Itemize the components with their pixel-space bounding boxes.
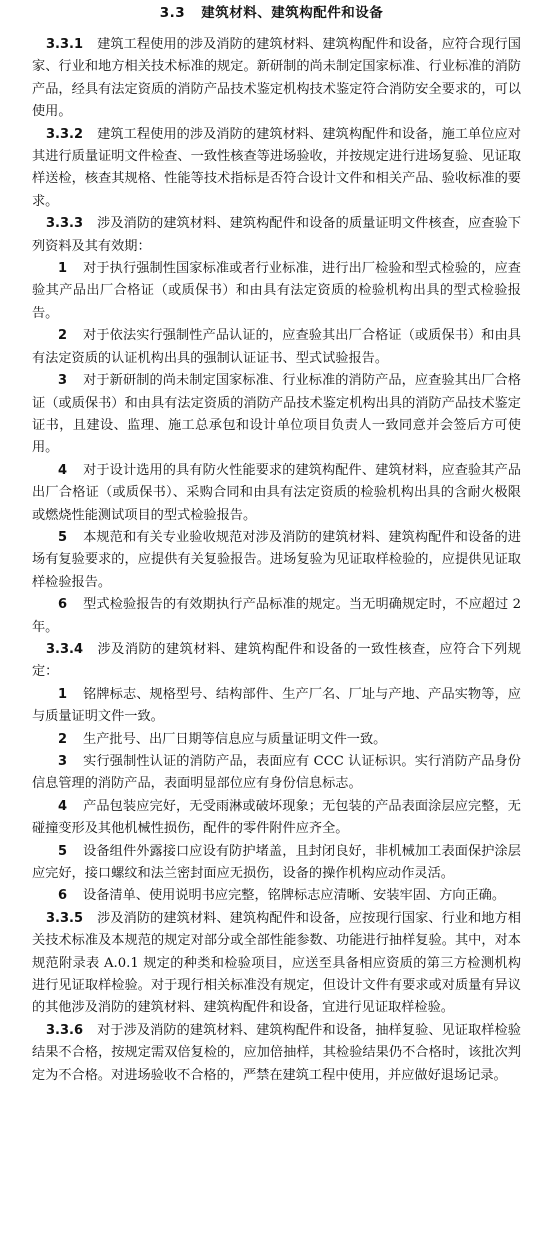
- item-text: 铭牌标志、规格型号、结构部件、生产厂名、厂址与产地、产品实物等，应与质量证明文件一致。: [32, 686, 521, 725]
- item-number: 5: [58, 843, 68, 859]
- clause-number: 3.3.4: [46, 641, 84, 657]
- clause-3-3-3: [32, 213, 521, 258]
- clause-text: 对于涉及消防的建筑材料、建筑构配件和设备，抽样复验、见证取样检验结果不合格，按规定需双倍复检的，应加倍抽样，其检验结果仍不合格时，该批次判定为不合格。对进场验收不合格的，严禁在建筑工程中使用，并应做好退场记录。: [32, 1022, 521, 1083]
- clause-text: 涉及消防的建筑材料、建筑构配件和设备的一致性核查，应符合下列规定：: [32, 641, 521, 680]
- clause-3-3-1: [32, 34, 521, 124]
- item-text: 设备清单、使用说明书应完整，铭牌标志应清晰、安装牢固、方向正确。: [83, 888, 506, 904]
- list-item: [32, 258, 521, 325]
- clause-text: 建筑工程使用的涉及消防的建筑材料、建筑构配件和设备，应符合现行国家、行业和地方相关技术标准的规定。新研制的尚未制定国家标准、行业标准的消防产品，经具有法定资质的消防产品技术鉴定机构技术鉴定符合消防安全要求的，可以使用。: [32, 37, 521, 120]
- item-text: 对于依法实行强制性产品认证的，应查验其出厂合格证（或质保书）和由具有法定资质的认证机构出具的强制认证证书、型式试验报告。: [32, 328, 521, 366]
- list-item: [32, 796, 521, 841]
- item-number: 1: [58, 686, 68, 702]
- item-text: 型式检验报告的有效期执行产品标准的规定。当无明确规定时，不应超过 2 年。: [32, 597, 521, 635]
- item-text: 本规范和有关专业验收规范对涉及消防的建筑材料、建筑构配件和设备的进场有复验要求的，应提供有关复验报告。进场复验为见证取样检验的，应提供见证取样检验报告。: [32, 529, 521, 590]
- item-number: 1: [58, 261, 68, 277]
- item-number: 2: [58, 731, 68, 747]
- item-text: 生产批号、出厂日期等信息应与质量证明文件一致。: [83, 731, 387, 747]
- list-item: [32, 370, 521, 460]
- clause-text: 建筑工程使用的涉及消防的建筑材料、建筑构配件和设备，施工单位应对其进行质量证明文件检查、一致性核查等进场验收，并按规定进行进场复验、见证取样送检，核查其规格、性能等技术指标是否符合设计文件和相关产品、验收标准的要求。: [32, 126, 521, 209]
- clause-number: 3.3.3: [46, 216, 84, 232]
- item-number: 6: [58, 597, 68, 613]
- section-number: 3.3: [159, 5, 186, 21]
- item-text: 对于新研制的尚未制定国家标准、行业标准的消防产品，应查验其出厂合格证（或质保书）和由具有法定资质的消防产品技术鉴定机构出具的消防产品技术鉴定证书，且建设、监理、施工总承包和设计单位项目负责人一致同意并会签后方可使用。: [32, 373, 521, 456]
- list-item: [32, 729, 521, 751]
- clause-3-3-5: [32, 908, 521, 1020]
- list-item: [32, 885, 521, 907]
- list-item: [32, 460, 521, 527]
- clause-3-3-4: [32, 639, 521, 684]
- item-text: 对于执行强制性国家标准或者行业标准，进行出厂检验和型式检验的，应查验其产品出厂合格证（或质保书）和由具有法定资质的检验机构出具的型式检验报告。: [32, 261, 521, 321]
- clause-text: 涉及消防的建筑材料、建筑构配件和设备，应按现行国家、行业和地方相关技术标准及本规范的规定对部分或全部性能参数、功能进行抽样复验。其中，对本规范附录表 A.0.1 规定的种类和检验项目，应送至具备相应资质的第三方检测机构进行见证取样检验。对于现行相关标准没有规定，但设计文件有要求或对质量有异议的其他涉及消防的建筑材料、建筑构配件和设备，宜进行见证取样检验。: [32, 910, 521, 1016]
- list-item: [32, 325, 521, 370]
- item-number: 3: [58, 373, 68, 389]
- item-number: 4: [58, 462, 68, 478]
- list-item: [32, 594, 521, 639]
- item-text: 实行强制性认证的消防产品，表面应有 CCC 认证标识。实行消防产品身份信息管理的消防产品，表面明显部位应有身份信息标志。: [32, 754, 521, 792]
- section-title: [22, 2, 521, 24]
- clause-number: 3.3.6: [46, 1022, 84, 1038]
- clause-3-3-2: [32, 124, 521, 214]
- item-number: 2: [58, 328, 68, 344]
- clause-3-3-6: [32, 1020, 521, 1087]
- list-item: [32, 841, 521, 886]
- list-item: [32, 684, 521, 729]
- list-item: [32, 751, 521, 796]
- item-text: 对于设计选用的具有防火性能要求的建筑构配件、建筑材料，应查验其产品出厂合格证（或质保书）、采购合同和由具有法定资质的检验机构出具的含耐火极限或燃烧性能测试项目的型式检验报告。: [32, 462, 521, 523]
- clause-number: 3.3.2: [46, 126, 84, 142]
- item-number: 3: [58, 754, 68, 769]
- section-title-text: 建筑材料、建筑构配件和设备: [201, 5, 384, 21]
- clause-number: 3.3.5: [46, 910, 84, 926]
- item-number: 5: [58, 529, 68, 545]
- list-item: [32, 527, 521, 594]
- item-number: 6: [58, 888, 68, 904]
- item-number: 4: [58, 798, 68, 814]
- item-text: 设备组件外露接口应设有防护堵盖，且封闭良好，非机械加工表面保护涂层应完好，接口螺纹和法兰密封面应无损伤，设备的操作机构应动作灵活。: [32, 843, 521, 882]
- item-text: 产品包装应完好，无受雨淋或破坏现象；无包装的产品表面涂层应完整，无碰撞变形及其他机械性损伤，配件的零件附件应齐全。: [32, 798, 521, 837]
- clause-number: 3.3.1: [46, 37, 84, 52]
- clause-text: 涉及消防的建筑材料、建筑构配件和设备的质量证明文件核查，应查验下列资料及其有效期：: [32, 216, 521, 254]
